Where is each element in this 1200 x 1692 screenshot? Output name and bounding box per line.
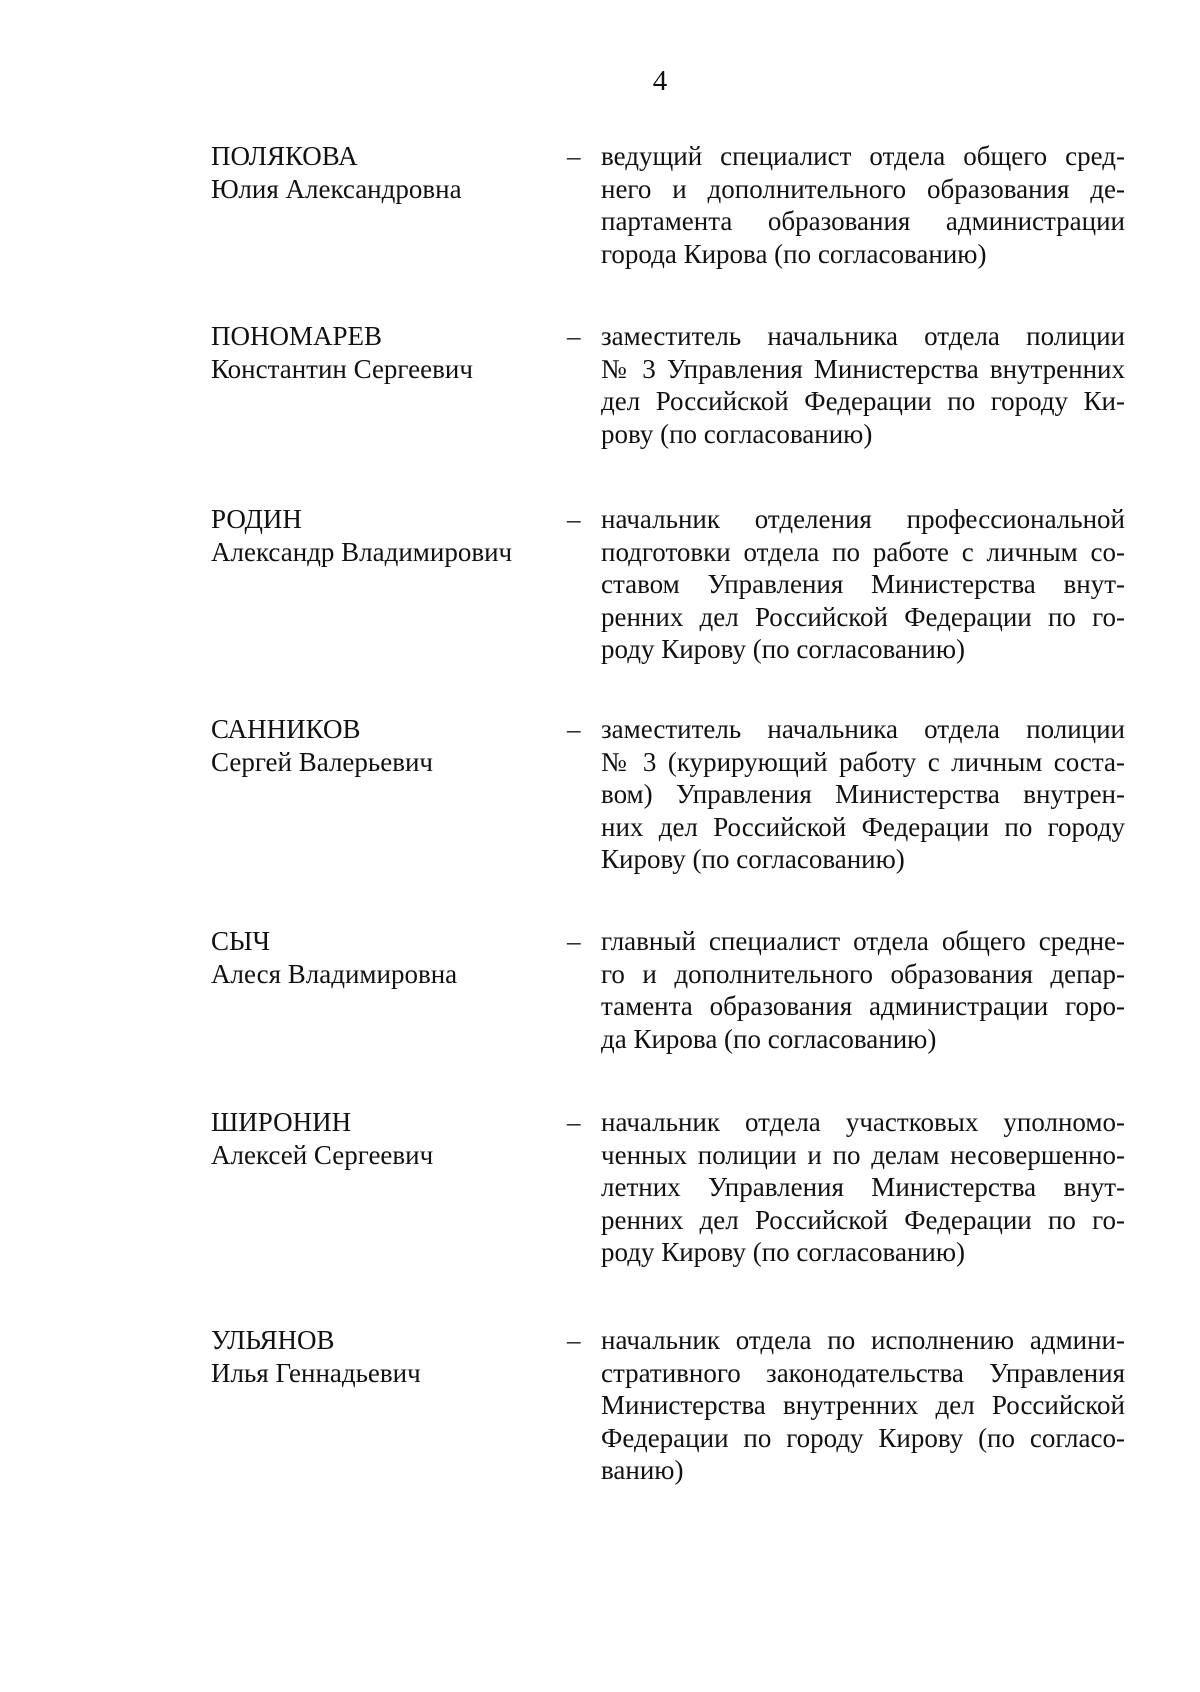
description-line: начальник отделения профессиональной xyxy=(601,504,1125,534)
description-line: него и дополнительного образования де- xyxy=(601,173,1125,204)
description-line: ренних дел Российской Федерации по го- xyxy=(601,601,1125,632)
member-given-name: Сергей Валерьевич xyxy=(211,747,433,777)
member-position-description xyxy=(601,320,1125,450)
member-position-description xyxy=(601,503,1125,666)
member-surname: РОДИН xyxy=(211,504,302,534)
description-line: дел Российской Федерации по городу Ки- xyxy=(601,386,1125,417)
description-line: них дел Российской Федерации по городу xyxy=(601,811,1125,842)
description-line: ванию) xyxy=(601,1455,684,1486)
description-line: № 3 Управления Министерства внутренних xyxy=(601,353,1125,384)
description-line: ченных полиции и по делам несовершенно- xyxy=(601,1139,1125,1170)
member-surname: ШИРОНИН xyxy=(211,1107,352,1137)
description-line: Кирову (по согласованию) xyxy=(601,844,905,875)
entry-dash: – xyxy=(567,714,581,744)
member-position-description xyxy=(601,713,1125,876)
description-line: Министерства внутренних дел Российской xyxy=(601,1390,1125,1421)
entry-dash: – xyxy=(567,141,581,171)
description-line: подготовки отдела по работе с личным со- xyxy=(601,536,1125,567)
description-line: заместитель начальника отдела полиции xyxy=(601,321,1125,351)
member-name xyxy=(211,140,551,206)
member-position-description xyxy=(601,140,1125,270)
description-line: города Кирова (по согласованию) xyxy=(601,238,987,269)
description-line: № 3 (курирующий работу с личным соста- xyxy=(601,746,1125,777)
description-line: летних Управления Министерства внут- xyxy=(601,1172,1125,1203)
description-line: роду Кирову (по согласованию) xyxy=(601,1237,965,1268)
member-name xyxy=(211,320,551,386)
member-position-description xyxy=(601,925,1125,1055)
member-given-name: Алеся Владимировна xyxy=(211,959,458,989)
member-name xyxy=(211,503,551,569)
description-line: стративного законодательства Управления xyxy=(601,1357,1125,1388)
member-name xyxy=(211,925,551,991)
member-given-name: Илья Геннадьевич xyxy=(211,1358,421,1388)
member-surname: ПОЛЯКОВА xyxy=(211,141,358,171)
entry-dash: – xyxy=(567,1325,581,1355)
description-line: вом) Управления Министерства внутрен- xyxy=(601,779,1125,810)
description-line: начальник отдела по исполнению админи- xyxy=(601,1325,1125,1355)
description-line: заместитель начальника отдела полиции xyxy=(601,714,1125,744)
entry-dash: – xyxy=(567,504,581,534)
member-given-name: Юлия Александровна xyxy=(211,174,462,204)
member-name xyxy=(211,1324,551,1390)
description-line: партамента образования администрации xyxy=(601,206,1125,237)
member-surname: УЛЬЯНОВ xyxy=(211,1325,335,1355)
description-line: главный специалист отдела общего средне- xyxy=(601,926,1125,956)
member-surname: СЫЧ xyxy=(211,926,271,956)
description-line: ведущий специалист отдела общего сред- xyxy=(601,141,1125,171)
description-line: да Кирова (по согласованию) xyxy=(601,1023,937,1054)
entry-dash: – xyxy=(567,1107,581,1137)
description-line: тамента образования администрации горо- xyxy=(601,991,1125,1022)
description-line: ставом Управления Министерства внут- xyxy=(601,569,1125,600)
member-position-description xyxy=(601,1324,1125,1487)
entry-dash: – xyxy=(567,926,581,956)
member-position-description xyxy=(601,1106,1125,1269)
member-surname: САННИКОВ xyxy=(211,714,361,744)
member-surname: ПОНОМАРЕВ xyxy=(211,321,383,351)
member-given-name: Алексей Сергеевич xyxy=(211,1140,434,1170)
member-name xyxy=(211,713,551,779)
entry-dash: – xyxy=(567,321,581,351)
description-line: роду Кирову (по согласованию) xyxy=(601,634,965,665)
description-line: ренних дел Российской Федерации по го- xyxy=(601,1204,1125,1235)
member-name xyxy=(211,1106,551,1172)
member-given-name: Александр Владимирович xyxy=(211,537,513,567)
description-line: рову (по согласованию) xyxy=(601,418,873,449)
description-line: Федерации по городу Кирову (по согласо- xyxy=(601,1422,1125,1453)
description-line: начальник отдела участковых уполномо- xyxy=(601,1107,1125,1137)
page-number: 4 xyxy=(652,65,668,97)
member-given-name: Константин Сергеевич xyxy=(211,354,473,384)
description-line: го и дополнительного образования депар- xyxy=(601,958,1125,989)
